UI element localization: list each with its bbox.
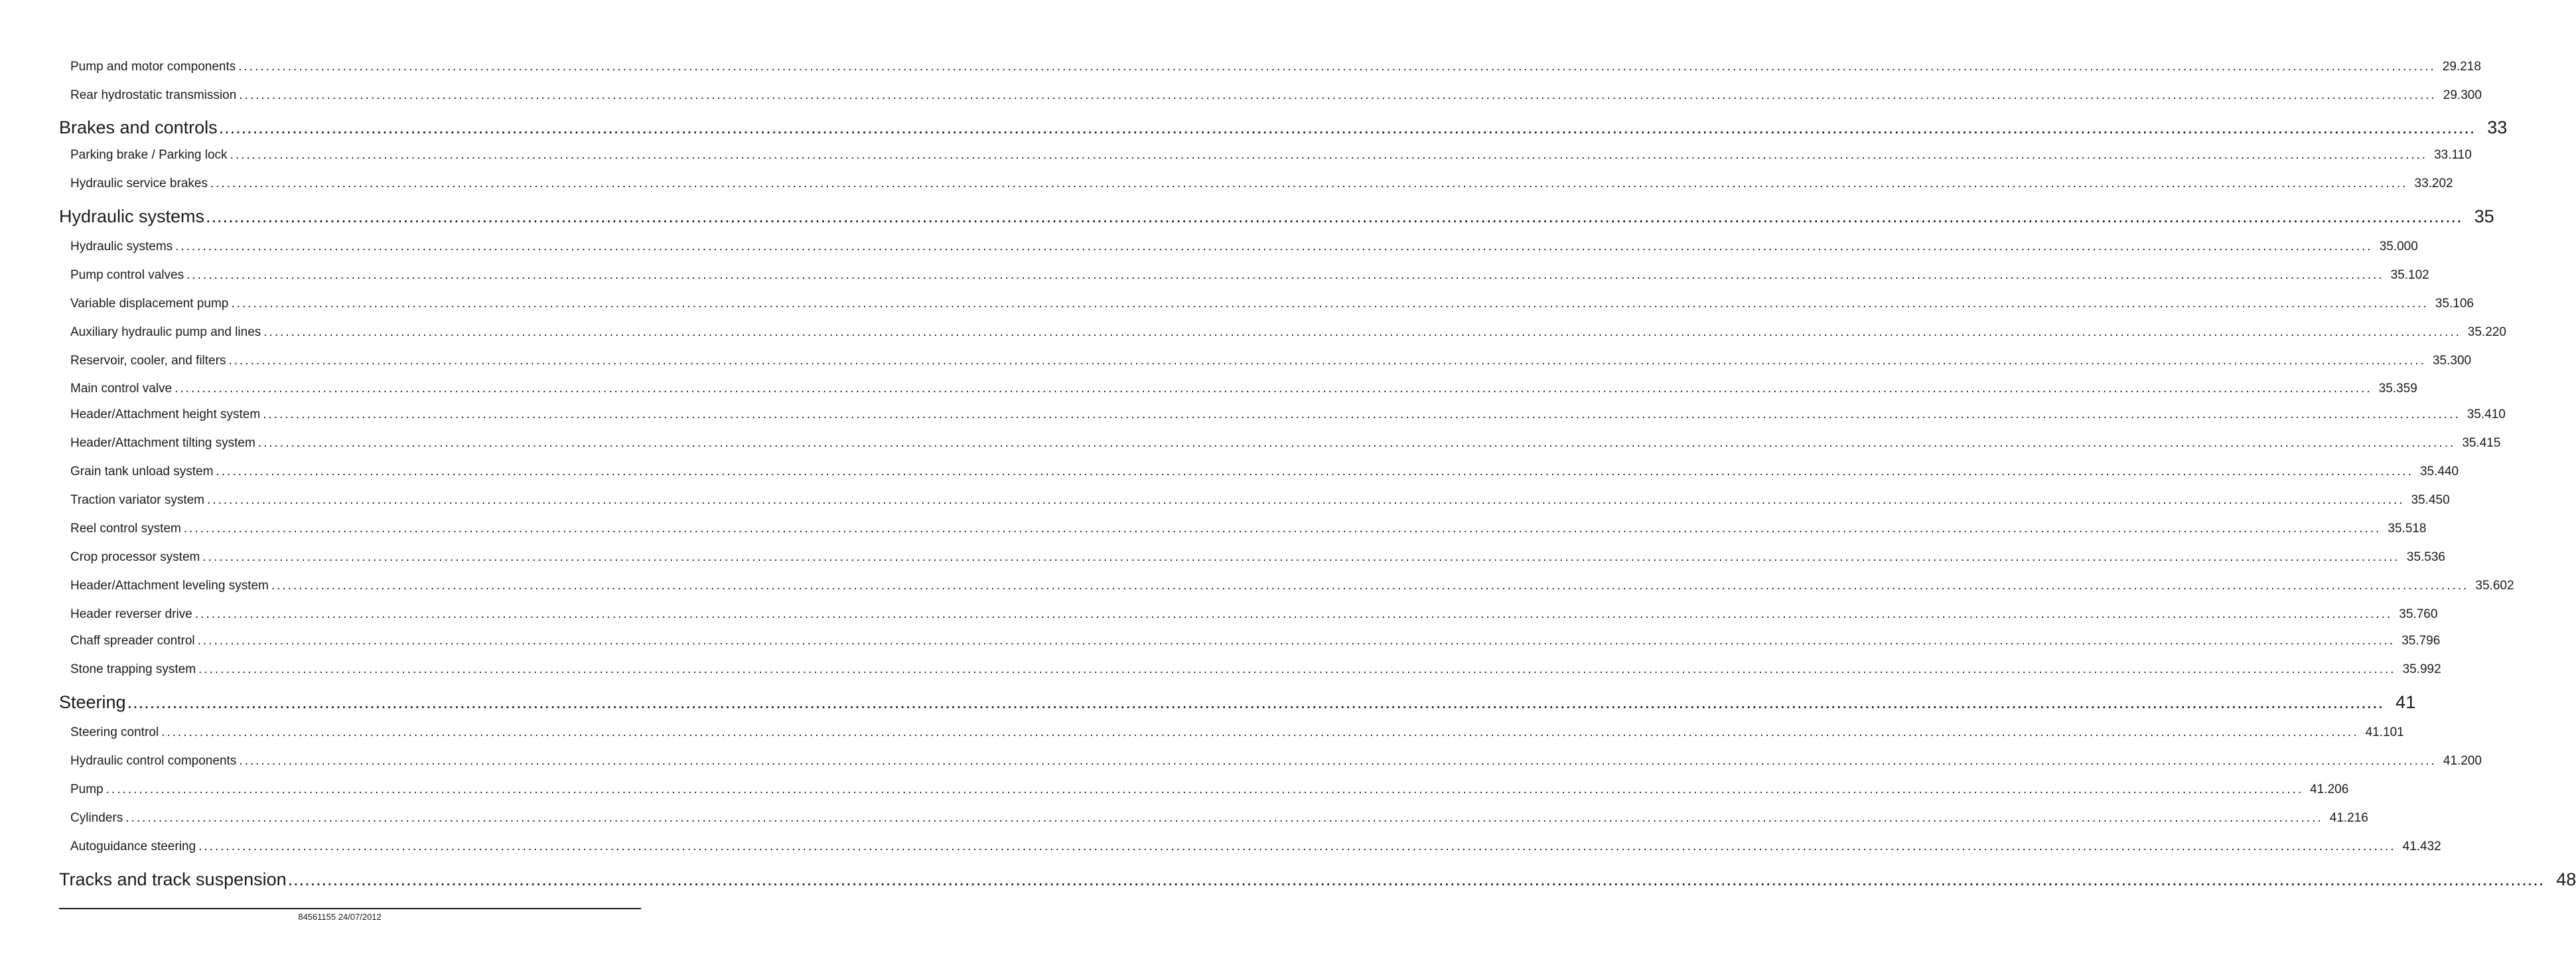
- toc-entry-page: 41.200: [2443, 754, 2482, 768]
- toc-entry-page: 35.410: [2467, 407, 2506, 421]
- toc-entry-title: Hydraulic service brakes: [70, 177, 208, 190]
- toc-entry-title: Tracks and track suspension: [59, 869, 287, 889]
- toc-leader-dots: ................................................................................................................................................................................................................................................................................................................................................................................................................: [202, 550, 2400, 564]
- toc-entry-title: Parking brake / Parking lock: [70, 148, 228, 162]
- toc-entry-title: Traction variator system: [70, 493, 205, 507]
- toc-leader-dots: ................................................................................................................................................................................................................................................................................................................................................................................................................: [183, 522, 2382, 536]
- toc-entry-title: Steering: [59, 692, 126, 712]
- toc-leader-dots: ................................................................................................................................................................................................................................................................................................................................................................................................................: [207, 493, 2405, 507]
- toc-leader-dots: ................................................................................................................................................................................................................................................................................................................................................................................................................: [125, 811, 2323, 825]
- toc-entry-subsection[interactable]: [70, 352, 2472, 370]
- toc-entry-subsection[interactable]: [70, 780, 2349, 799]
- toc-entry-title: Header/Attachment leveling system: [70, 579, 269, 593]
- toc-entry-title: Header reverser drive: [70, 607, 192, 621]
- toc-entry-title: Grain tank unload system: [70, 465, 214, 479]
- toc-leader-dots: ................................................................................................................................................................................................................................................................................................................................................................................................................: [239, 754, 2437, 768]
- toc-leader-dots: ................................................................................................................................................................................................................................................................................................................................................................................................................: [263, 325, 2461, 339]
- toc-entry-title: Reel control system: [70, 522, 181, 536]
- toc-entry-subsection[interactable]: [70, 660, 2441, 679]
- toc-leader-dots: ................................................................................................................................................................................................................................................................................................................................................................................................................: [287, 869, 2545, 889]
- toc-leader-dots: ................................................................................................................................................................................................................................................................................................................................................................................................................: [186, 268, 2384, 282]
- toc-entry-subsection[interactable]: [70, 434, 2501, 453]
- toc-leader-dots: ................................................................................................................................................................................................................................................................................................................................................................................................................: [231, 297, 2429, 311]
- toc-leader-dots: ................................................................................................................................................................................................................................................................................................................................................................................................................: [228, 354, 2426, 368]
- toc-entry-title: Stone trapping system: [70, 662, 196, 676]
- toc-entry-title: Hydraulic systems: [59, 206, 205, 226]
- toc-entry-section[interactable]: [59, 115, 2508, 139]
- toc-entry-subsection[interactable]: [70, 295, 2474, 313]
- toc-entry-page: 35.300: [2432, 354, 2472, 368]
- toc-leader-dots: ................................................................................................................................................................................................................................................................................................................................................................................................................: [210, 177, 2408, 190]
- toc-entry-subsection[interactable]: [70, 238, 2418, 256]
- toc-leader-dots: ................................................................................................................................................................................................................................................................................................................................................................................................................: [197, 634, 2396, 648]
- toc-entry-title: Rear hydrostatic transmission: [70, 88, 237, 102]
- toc-entry-subsection[interactable]: [70, 838, 2441, 856]
- toc-entry-title: Auxiliary hydraulic pump and lines: [70, 325, 261, 339]
- toc-entry-section[interactable]: [59, 204, 2494, 228]
- toc-entry-title: Variable displacement pump: [70, 297, 229, 311]
- toc-leader-dots: ................................................................................................................................................................................................................................................................................................................................................................................................................: [271, 579, 2469, 593]
- toc-entry-subsection[interactable]: [70, 406, 2506, 424]
- toc-entry-page: 35.220: [2467, 325, 2506, 339]
- toc-entry-subsection[interactable]: [70, 86, 2482, 105]
- toc-entry-subsection[interactable]: [70, 491, 2450, 510]
- toc-entry-title: Hydraulic control components: [70, 754, 237, 768]
- toc-entry-page: 48: [2556, 869, 2576, 889]
- toc-leader-dots: ................................................................................................................................................................................................................................................................................................................................................................................................................: [127, 692, 2384, 712]
- toc-leader-dots: ................................................................................................................................................................................................................................................................................................................................................................................................................: [230, 148, 2428, 162]
- toc-entry-title: Pump and motor components: [70, 60, 236, 74]
- toc-entry-subsection[interactable]: [70, 380, 2417, 398]
- toc-entry-page: 33.202: [2414, 177, 2453, 190]
- toc-entry-page: 29.300: [2443, 88, 2482, 102]
- toc-entry-title: Autoguidance steering: [70, 840, 196, 853]
- toc-entry-page: 29.218: [2442, 60, 2481, 74]
- toc-entry-page: 35.796: [2401, 634, 2441, 648]
- toc-entry-section[interactable]: [59, 867, 2576, 891]
- footer-divider: [59, 908, 641, 909]
- toc-leader-dots: ................................................................................................................................................................................................................................................................................................................................................................................................................: [206, 206, 2463, 226]
- toc-entry-page: 35.992: [2402, 662, 2441, 676]
- toc-entry-page: 35.440: [2419, 465, 2459, 479]
- toc-leader-dots: ................................................................................................................................................................................................................................................................................................................................................................................................................: [175, 240, 2373, 254]
- toc-entry-page: 41.216: [2329, 811, 2368, 825]
- toc-entry-page: 35.359: [2378, 382, 2417, 396]
- toc-entry-page: 35.602: [2475, 579, 2514, 593]
- toc-leader-dots: ................................................................................................................................................................................................................................................................................................................................................................................................................: [198, 662, 2396, 676]
- toc-entry-subsection[interactable]: [70, 520, 2427, 538]
- toc-entry-title: Brakes and controls: [59, 117, 218, 137]
- toc-entry-page: 35.106: [2435, 297, 2474, 311]
- toc-entry-page: 35.000: [2379, 240, 2418, 254]
- toc-entry-page: 41: [2396, 692, 2416, 712]
- toc-entry-title: Header/Attachment tilting system: [70, 436, 255, 450]
- toc-entry-subsection[interactable]: [70, 463, 2459, 481]
- toc-entry-subsection[interactable]: [70, 146, 2472, 165]
- toc-leader-dots: ................................................................................................................................................................................................................................................................................................................................................................................................................: [161, 725, 2359, 739]
- toc-entry-title: Main control valve: [70, 382, 173, 396]
- toc-entry-subsection[interactable]: [70, 752, 2482, 771]
- toc-entry-subsection[interactable]: [70, 266, 2429, 285]
- footer-document-id: 84561155 24/07/2012: [298, 912, 382, 922]
- toc-leader-dots: ................................................................................................................................................................................................................................................................................................................................................................................................................: [239, 88, 2437, 102]
- toc-entry-subsection[interactable]: [70, 605, 2438, 624]
- toc-entry-page: 41.101: [2365, 725, 2404, 739]
- toc-entry-subsection[interactable]: [70, 809, 2368, 828]
- toc-entry-page: 35.415: [2462, 436, 2501, 450]
- toc-entry-title: Crop processor system: [70, 550, 200, 564]
- toc-entry-title: Reservoir, cooler, and filters: [70, 354, 226, 368]
- toc-entry-page: 35.536: [2406, 550, 2445, 564]
- toc-entry-subsection[interactable]: [70, 175, 2453, 193]
- toc-entry-page: 35.450: [2411, 493, 2450, 507]
- toc-entry-title: Header/Attachment height system: [70, 407, 261, 421]
- toc-entry-page: 35.760: [2399, 607, 2438, 621]
- toc-entry-subsection[interactable]: [70, 723, 2404, 742]
- toc-entry-page: 41.206: [2310, 782, 2349, 796]
- toc-leader-dots: ................................................................................................................................................................................................................................................................................................................................................................................................................: [194, 607, 2393, 621]
- toc-entry-title: Pump control valves: [70, 268, 184, 282]
- toc-entry-title: Cylinders: [70, 811, 123, 825]
- toc-leader-dots: ................................................................................................................................................................................................................................................................................................................................................................................................................: [263, 407, 2461, 421]
- toc-entry-page: 35.518: [2388, 522, 2427, 536]
- toc-entry-subsection[interactable]: [70, 323, 2506, 342]
- toc-entry-title: Chaff spreader control: [70, 634, 195, 648]
- toc-entry-subsection[interactable]: [70, 632, 2441, 650]
- toc-entry-subsection[interactable]: [70, 58, 2481, 76]
- toc-entry-title: Pump: [70, 782, 104, 796]
- toc-entry-subsection[interactable]: [70, 577, 2514, 595]
- toc-entry-page: 35: [2474, 206, 2494, 226]
- toc-entry-page: 35.102: [2390, 268, 2429, 282]
- toc-entry-page: 33: [2487, 117, 2508, 137]
- toc-entry-title: Hydraulic systems: [70, 240, 173, 254]
- toc-leader-dots: ................................................................................................................................................................................................................................................................................................................................................................................................................: [106, 782, 2304, 796]
- toc-leader-dots: ................................................................................................................................................................................................................................................................................................................................................................................................................: [238, 60, 2436, 74]
- toc-leader-dots: ................................................................................................................................................................................................................................................................................................................................................................................................................: [175, 382, 2372, 396]
- toc-entry-page: 33.110: [2434, 148, 2472, 162]
- toc-leader-dots: ................................................................................................................................................................................................................................................................................................................................................................................................................: [257, 436, 2456, 450]
- toc-entry-page: 41.432: [2402, 840, 2441, 853]
- toc-entry-section[interactable]: [59, 690, 2416, 714]
- toc-entry-subsection[interactable]: [70, 548, 2445, 567]
- toc-leader-dots: ................................................................................................................................................................................................................................................................................................................................................................................................................: [198, 840, 2396, 853]
- toc-entry-title: Steering control: [70, 725, 159, 739]
- toc-leader-dots: ................................................................................................................................................................................................................................................................................................................................................................................................................: [216, 465, 2413, 479]
- toc-leader-dots: ................................................................................................................................................................................................................................................................................................................................................................................................................: [218, 117, 2476, 137]
